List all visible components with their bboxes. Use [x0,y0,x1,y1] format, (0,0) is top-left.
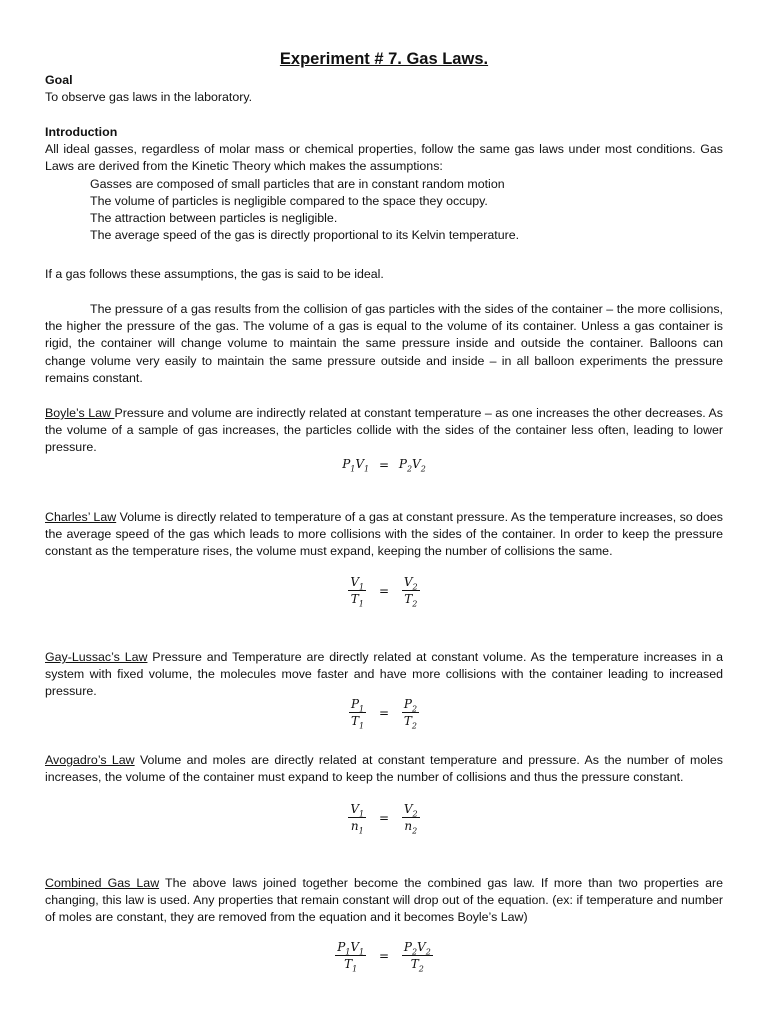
charles-law-equation: $\frac{V_1}{T_1}$ = $\frac{V_2}{T_2}$ [350,575,418,609]
boyles-law-paragraph [45,405,723,457]
gay-lussacs-law-text: Pressure and Temperature are directly related at constant volume. As the temperature increases in a system with fixed volume, the molecules move faster and have more collisions with the container leading to increased pressure. [45,650,723,699]
gay-lussacs-law-title: Gay-Lussac’s Law [45,650,148,664]
combined-gas-law-paragraph [45,875,723,927]
boyles-law-title: Boyle’s Law [45,406,115,420]
boyles-law-equation: $P_1V_1 = P_2V_2$ [342,457,426,474]
combined-gas-law-equation: $\frac{P_1V_1}{T_1}$ = $\frac{P_2V_2}{T_2}$ [337,940,431,974]
assumption-item: The average speed of the gas is directly proportional to its Kelvin temperature. [90,228,520,243]
avogadros-law-paragraph [45,752,723,786]
avogadros-law-title: Avogadro’s Law [45,753,135,767]
gay-lussacs-law-equation: $\frac{P_1}{T_1}$ = $\frac{P_2}{T_2}$ [350,697,418,731]
goal-text: To observe gas laws in the laboratory. [45,90,253,105]
goal-heading: Goal [45,73,73,87]
charles-law-text: Volume is directly related to temperature of a gas at constant pressure. As the temperature increases, so does the average speed of the gas which leads to more collisions with the sides of the container. In order to keep the pressure constant as the temperature rises, the volume must expand, keeping the number of collisions the same. [45,510,723,559]
boyles-law-text: Pressure and volume are indirectly related at constant temperature – as one increases the other decreases. As the volume of a sample of gas increases, the particles collide with the sides of the container less often, leading to lower pressure. [45,406,723,455]
assumption-item: Gasses are composed of small particles that are in constant random motion [90,176,505,191]
introduction-heading: Introduction [45,125,118,139]
assumption-item: The volume of particles is negligible compared to the space they occupy. [90,193,488,208]
goal-section [45,72,723,106]
avogadros-law-text: Volume and moles are directly related at constant temperature and pressure. As the number of moles increases, the volume of the container must expand to keep the number of collisions and thus the pressure constant. [45,753,723,785]
introduction-section [45,124,723,244]
charles-law-paragraph [45,509,723,561]
charles-law-title: Charles’ Law [45,510,117,524]
page-title: Experiment # 7. Gas Laws. [279,50,489,68]
pressure-paragraph: The pressure of a gas results from the collision of gas particles with the sides of the container – the more collisions, the higher the pressure of the gas. The volume of a gas is equal to the volume of its container. Unless a gas container is rigid, the container will change volume to maintain the same pressure inside and outside the container. Balloons can change volume very easily to maintain the same pressure outside and inside – in all balloon experiments the pressure remains constant. [45,302,723,385]
combined-gas-law-text: The above laws joined together become the combined gas law. If more than two properties are changing, this law is used. Any properties that remain constant will drop out of the equation. (ex: if temperature and number of moles are constant, they are removed from the equation and it becomes Boyle’s Law) [45,876,723,925]
combined-gas-law-title: Combined Gas Law [45,876,160,890]
introduction-text: All ideal gasses, regardless of molar mass or chemical properties, follow the same gas laws under most conditions. Gas Laws are derived from the Kinetic Theory which makes the assumptions: [45,142,723,174]
ideal-gas-statement: If a gas follows these assumptions, the gas is said to be ideal. [45,267,384,281]
assumption-item: The attraction between particles is negligible. [90,211,338,226]
avogadros-law-equation: $\frac{V_1}{n_1}$ = $\frac{V_2}{n_2}$ [350,802,418,836]
gay-lussacs-law-paragraph [45,649,723,701]
